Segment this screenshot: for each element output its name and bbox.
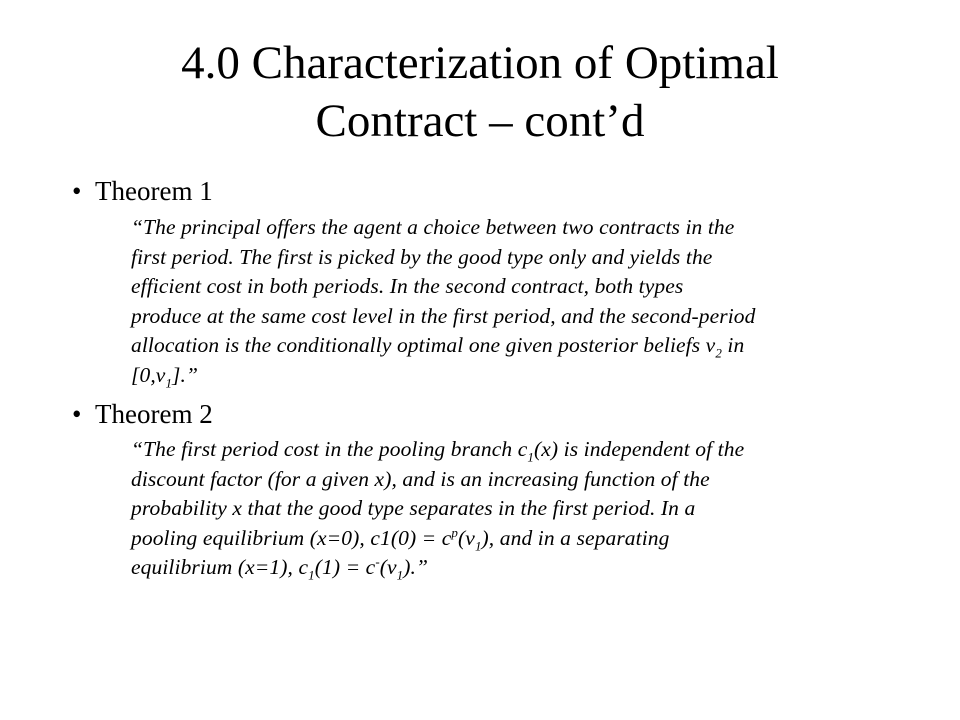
quote-line: [131, 553, 921, 583]
quote-text: (v: [458, 525, 475, 550]
quote-text: [0,v: [131, 362, 166, 387]
quote-line: [131, 331, 921, 361]
title-line-2: Contract – cont’d: [315, 95, 645, 147]
quote-text: ].”: [172, 362, 199, 387]
subscript: 1: [308, 567, 315, 583]
quote-line: “The principal offers the agent a choice between two contracts in the: [131, 215, 735, 239]
bullet-dot: •: [72, 176, 82, 206]
theorem-1-quote: [131, 213, 921, 390]
quote-line: efficient cost in both periods. In the second contract, both types: [131, 274, 684, 298]
theorem-2-quote: [131, 435, 921, 583]
theorem-1-label: Theorem 1: [95, 176, 213, 206]
quote-text: pooling equilibrium (x=0), c1(0) = c: [131, 525, 452, 550]
superscript: -: [375, 553, 380, 569]
theorem-2-label: Theorem 2: [95, 399, 213, 429]
subscript: 1: [396, 567, 404, 583]
quote-text: ).”: [403, 555, 429, 579]
quote-text: allocation is the conditionally optimal one given posterior beliefs v: [131, 333, 716, 357]
quote-line: [131, 524, 921, 554]
quote-text: equilibrium (x=1), c: [131, 555, 309, 579]
quote-line: discount factor (for a given x), and is an increasing function of the: [131, 466, 710, 491]
subscript: 1: [165, 374, 173, 390]
title-line-1: 4.0 Characterization of Optimal: [181, 37, 779, 89]
bullet-theorem-2: [72, 398, 213, 430]
quote-text: in: [721, 333, 745, 357]
superscript: p: [451, 524, 459, 540]
quote-line: [131, 435, 921, 465]
subscript: 1: [474, 537, 482, 553]
subscript: 1: [527, 449, 534, 465]
quote-line: [131, 361, 921, 391]
quote-text: (x) is independent of the: [533, 437, 745, 461]
bullet-theorem-1: [72, 175, 213, 207]
quote-text: “The first period cost in the pooling branch c: [131, 437, 528, 461]
quote-text: (v: [379, 555, 397, 579]
quote-line: first period. The first is picked by the good type only and yields the: [131, 244, 713, 269]
quote-text: ), and in a separating: [481, 525, 670, 550]
bullet-dot: •: [72, 399, 82, 429]
quote-line: probability x that the good type separates in the first period. In a: [131, 496, 696, 520]
slide-title: [60, 34, 900, 150]
quote-line: produce at the same cost level in the first period, and the second-period: [131, 303, 756, 328]
quote-text: (1) = c: [314, 555, 376, 579]
subscript: 2: [715, 345, 722, 361]
